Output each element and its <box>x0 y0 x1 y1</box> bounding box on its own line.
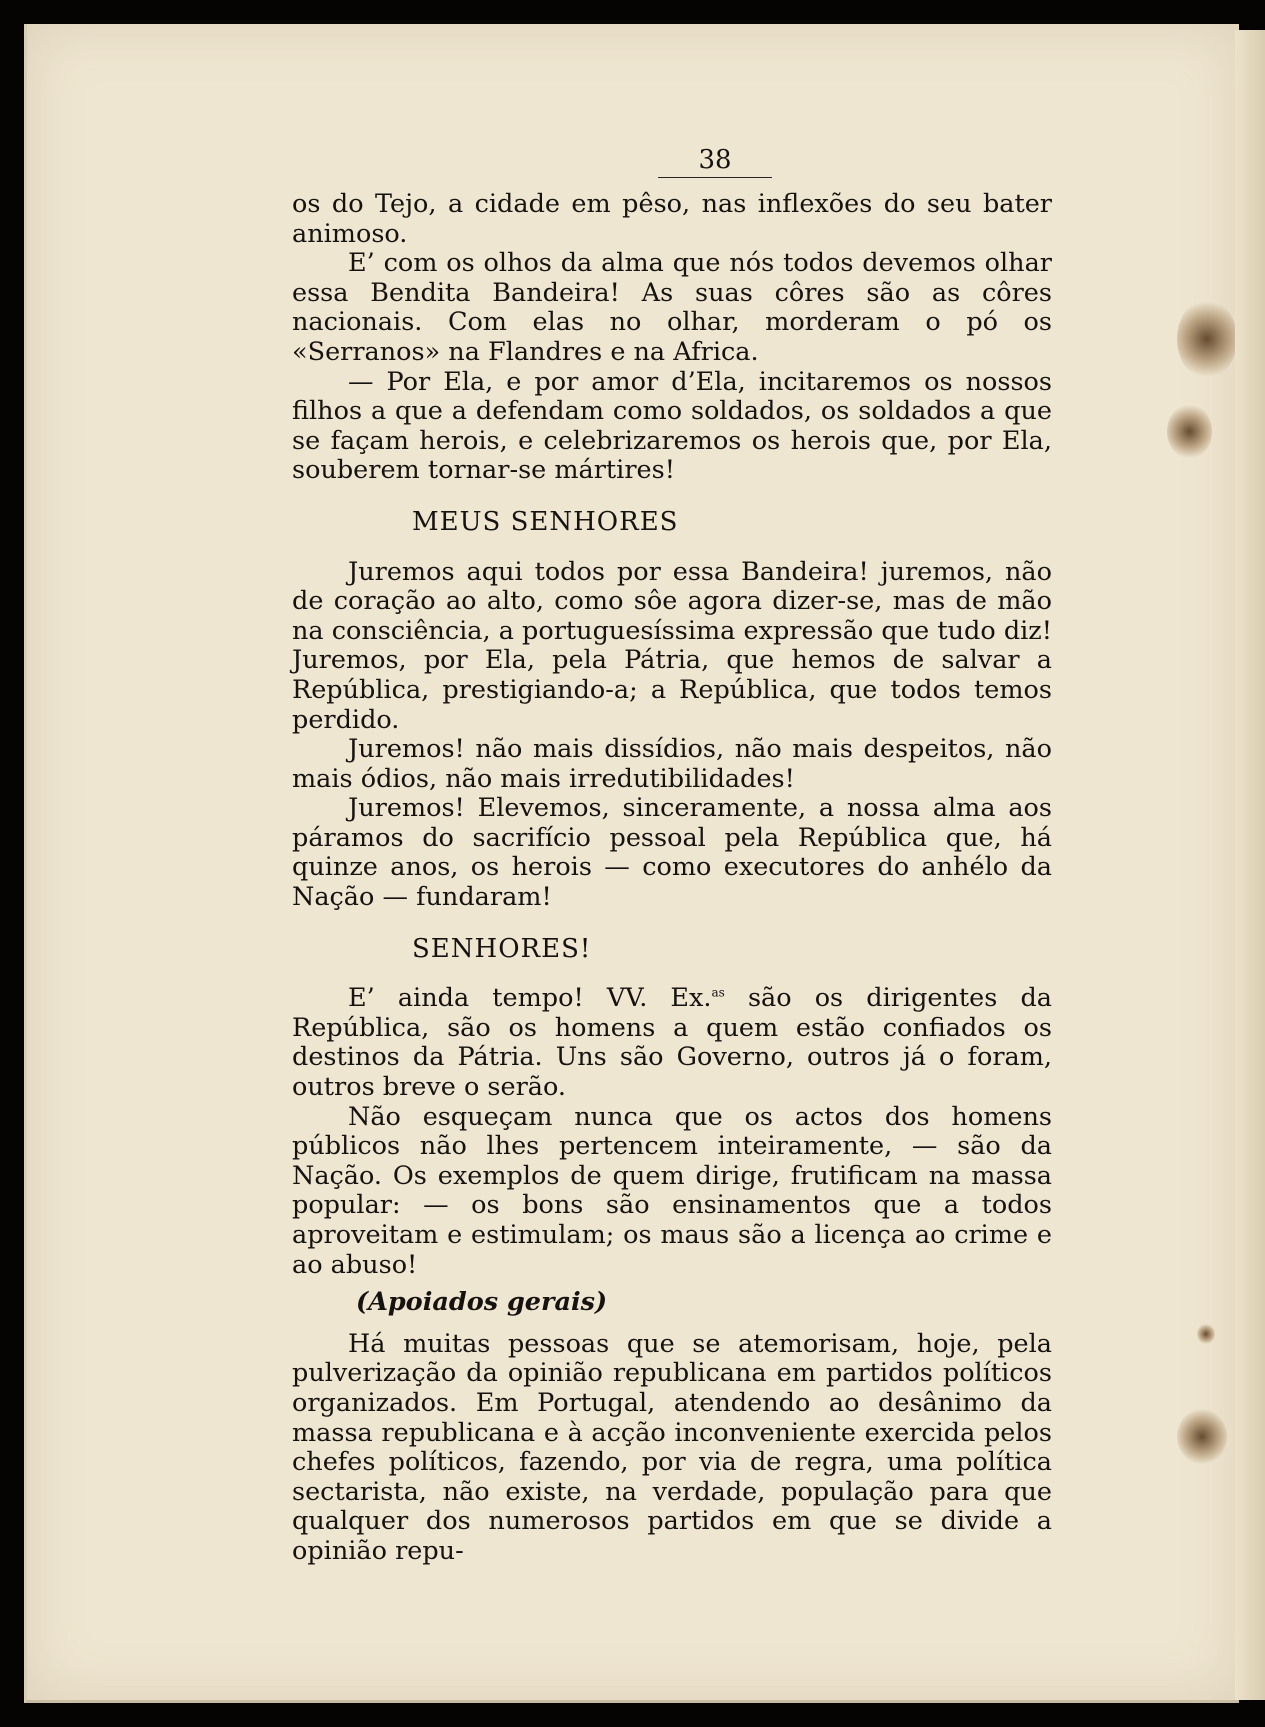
page-number: 38 <box>292 145 1052 178</box>
paragraph: E’ com os olhos da alma que nós todos devemos olhar essa Bendita Bandeira! As suas côres são as côres nacionais. Com elas no olhar, morderam o pó os «Serranos» na Flandres e na Africa. <box>292 248 1052 367</box>
page-text <box>292 145 1052 1567</box>
paragraph: Há muitas pessoas que se atemorisam, hoje, pela pulverização da opinião republicana em partidos políticos organizados. Em Portugal, atendendo ao desânimo da massa republicana e à acção inconveniente exercida pelos chefes políticos, fazendo, por via de regra, uma política sectarista, não existe, na verdade, população para que qualquer dos numerosos partidos em que se divide a opinião repu- <box>292 1328 1052 1566</box>
adjacent-page-edge <box>1235 30 1265 1700</box>
paragraph: Não esqueçam nunca que os actos dos homens públicos não lhes pertencem inteiramente, — são da Nação. Os exemplos de quem dirige, frutificam na massa popular: — os bons são ensinamentos que a todos aproveitam e estimulam; os maus são a licença ao crime e ao abuso! <box>292 1101 1052 1280</box>
paragraph: E’ ainda tempo! VV. Ex.$^{as}$ são os dirigentes da República, são os homens a quem estão confiados os destinos da Pátria. Uns são Governo, outros já o foram, outros breve o serão. <box>292 983 1052 1103</box>
foxing-stain <box>1177 299 1237 379</box>
applause-note: (Apoiados gerais) <box>356 1287 608 1318</box>
paragraph: Juremos! não mais dissídios, não mais despeitos, não mais ódios, não mais irredutibilidades! <box>292 734 1052 794</box>
foxing-stain <box>1167 404 1212 459</box>
section-heading: SENHORES! <box>412 933 592 964</box>
foxing-stain <box>1197 1324 1215 1344</box>
paragraph: — Por Ela, e por amor d’Ela, incitaremos os nossos filhos a que a defendam como soldados, os soldados a que se façam herois, e celebrizaremos os herois que, por Ela, souberem tornar-se mártires! <box>292 366 1052 486</box>
foxing-stain <box>1177 1409 1227 1464</box>
paragraph: Juremos aqui todos por essa Bandeira! juremos, não de coração ao alto, como sôe agora dizer-se, mas de mão na consciência, a portuguesíssima expressão que tudo diz! Juremos, por Ela, pela Pátria, que hemos de salvar a República, prestigiando-a; a República, que todos temos perdido. <box>292 556 1052 735</box>
paragraph: os do Tejo, a cidade em pêso, nas inflexões do seu bater animoso. <box>292 189 1052 249</box>
paragraph: Juremos! Elevemos, sinceramente, a nossa alma aos páramos do sacrifício pessoal pela República que, há quinze anos, os herois — como executores do anhélo da Nação — fundaram! <box>292 793 1052 913</box>
section-heading: MEUS SENHORES <box>412 506 679 537</box>
